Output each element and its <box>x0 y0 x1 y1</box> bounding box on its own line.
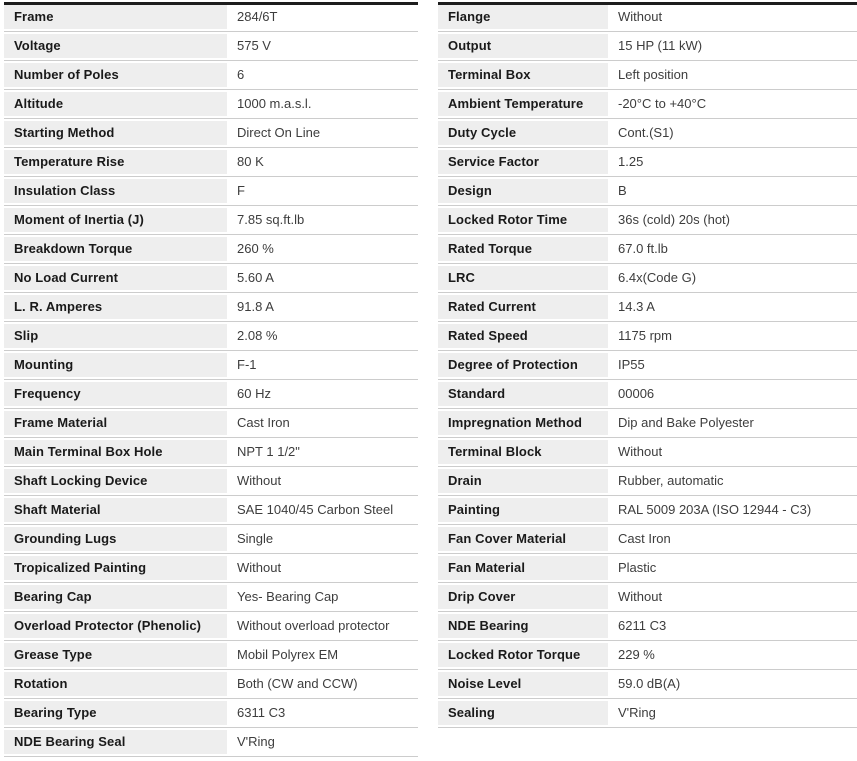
spec-value: Single <box>237 531 274 546</box>
row-separator <box>438 669 857 670</box>
spec-label: Locked Rotor Time <box>438 208 608 232</box>
spec-row <box>438 150 857 179</box>
spec-value: 5.60 A <box>237 270 274 285</box>
row-separator <box>4 263 418 264</box>
spec-row <box>438 701 857 730</box>
spec-label: LRC <box>438 266 608 290</box>
spec-row <box>438 208 857 237</box>
spec-row <box>438 324 857 353</box>
spec-label: Drip Cover <box>438 585 608 609</box>
spec-label: Flange <box>438 5 608 29</box>
spec-row <box>438 5 857 34</box>
row-separator <box>4 611 418 612</box>
row-separator <box>4 756 418 757</box>
row-separator <box>438 234 857 235</box>
spec-value: 284/6T <box>237 9 278 24</box>
spec-row <box>438 585 857 614</box>
spec-row <box>438 643 857 672</box>
row-separator <box>4 147 418 148</box>
row-separator <box>438 495 857 496</box>
spec-value: 6 <box>237 67 245 82</box>
spec-value: 59.0 dB(A) <box>618 676 681 691</box>
spec-row <box>4 63 418 92</box>
row-separator <box>438 437 857 438</box>
spec-label: Sealing <box>438 701 608 725</box>
row-separator <box>438 118 857 119</box>
spec-value: Cont.(S1) <box>618 125 674 140</box>
spec-row <box>438 266 857 295</box>
spec-label: Fan Cover Material <box>438 527 608 551</box>
spec-label: Frequency <box>4 382 227 406</box>
row-separator <box>438 89 857 90</box>
row-separator <box>438 466 857 467</box>
spec-row <box>438 614 857 643</box>
spec-row <box>4 324 418 353</box>
spec-label: NDE Bearing <box>438 614 608 638</box>
row-separator <box>438 524 857 525</box>
spec-label: Temperature Rise <box>4 150 227 174</box>
spec-value: F-1 <box>237 357 257 372</box>
spec-row <box>438 179 857 208</box>
spec-label: Shaft Locking Device <box>4 469 227 493</box>
spec-row <box>4 411 418 440</box>
row-separator <box>438 31 857 32</box>
spec-row <box>4 208 418 237</box>
spec-row <box>4 92 418 121</box>
spec-label: Terminal Box <box>438 63 608 87</box>
spec-row <box>438 440 857 469</box>
row-separator <box>4 698 418 699</box>
row-separator <box>4 234 418 235</box>
spec-label: Painting <box>438 498 608 522</box>
spec-label: Number of Poles <box>4 63 227 87</box>
spec-label: Shaft Material <box>4 498 227 522</box>
spec-label: Output <box>438 34 608 58</box>
row-separator <box>4 60 418 61</box>
spec-row <box>4 643 418 672</box>
row-separator <box>438 321 857 322</box>
spec-label: Ambient Temperature <box>438 92 608 116</box>
spec-value: -20°C to +40°C <box>618 96 707 111</box>
spec-value: 1175 rpm <box>618 328 672 343</box>
spec-label: Moment of Inertia (J) <box>4 208 227 232</box>
row-separator <box>438 147 857 148</box>
spec-label: Insulation Class <box>4 179 227 203</box>
spec-label: Mounting <box>4 353 227 377</box>
spec-label: Bearing Cap <box>4 585 227 609</box>
spec-label: Rated Speed <box>438 324 608 348</box>
row-separator <box>438 60 857 61</box>
spec-label: NDE Bearing Seal <box>4 730 227 754</box>
row-separator <box>438 640 857 641</box>
spec-value: Mobil Polyrex EM <box>237 647 339 662</box>
spec-value: 6211 C3 <box>618 618 667 633</box>
row-separator <box>438 205 857 206</box>
row-separator <box>4 640 418 641</box>
spec-row <box>4 353 418 382</box>
spec-value: 7.85 sq.ft.lb <box>237 212 305 227</box>
spec-value: 575 V <box>237 38 271 53</box>
spec-label: Voltage <box>4 34 227 58</box>
spec-row <box>4 440 418 469</box>
spec-value: 91.8 A <box>237 299 274 314</box>
spec-row <box>4 382 418 411</box>
spec-label: Noise Level <box>438 672 608 696</box>
spec-label: Drain <box>438 469 608 493</box>
row-separator <box>4 669 418 670</box>
spec-label: Bearing Type <box>4 701 227 725</box>
spec-row <box>438 382 857 411</box>
spec-label: Frame <box>4 5 227 29</box>
spec-row <box>438 469 857 498</box>
spec-row <box>4 5 418 34</box>
spec-row <box>4 556 418 585</box>
row-separator <box>438 408 857 409</box>
row-separator <box>4 379 418 380</box>
spec-value: 1000 m.a.s.l. <box>237 96 312 111</box>
row-separator <box>438 727 857 728</box>
spec-value: Without <box>618 9 663 24</box>
spec-value: Direct On Line <box>237 125 321 140</box>
spec-value: Rubber, automatic <box>618 473 724 488</box>
row-separator <box>4 205 418 206</box>
spec-value: Yes- Bearing Cap <box>237 589 339 604</box>
spec-value: Dip and Bake Polyester <box>618 415 754 430</box>
spec-row <box>438 34 857 63</box>
spec-value: 1.25 <box>618 154 644 169</box>
row-separator <box>4 437 418 438</box>
row-separator <box>4 582 418 583</box>
spec-value: Without <box>618 444 663 459</box>
row-separator <box>4 31 418 32</box>
spec-label: Terminal Block <box>438 440 608 464</box>
spec-label: Rated Torque <box>438 237 608 261</box>
spec-label: Breakdown Torque <box>4 237 227 261</box>
spec-value: 60 Hz <box>237 386 271 401</box>
spec-label: Duty Cycle <box>438 121 608 145</box>
row-separator <box>4 408 418 409</box>
spec-row <box>438 498 857 527</box>
spec-value: 6.4x(Code G) <box>618 270 697 285</box>
row-separator <box>4 466 418 467</box>
row-separator <box>4 118 418 119</box>
spec-label: Overload Protector (Phenolic) <box>4 614 227 638</box>
spec-value: Left position <box>618 67 689 82</box>
spec-value: Plastic <box>618 560 657 575</box>
spec-row <box>438 121 857 150</box>
spec-label: Design <box>438 179 608 203</box>
row-separator <box>438 553 857 554</box>
row-separator <box>438 611 857 612</box>
spec-row <box>4 498 418 527</box>
spec-row <box>4 266 418 295</box>
row-separator <box>438 263 857 264</box>
spec-row <box>4 701 418 730</box>
spec-label: Grease Type <box>4 643 227 667</box>
spec-row <box>4 672 418 701</box>
spec-value: Without <box>618 589 663 604</box>
row-separator <box>438 176 857 177</box>
spec-value: 67.0 ft.lb <box>618 241 668 256</box>
spec-value: 00006 <box>618 386 655 401</box>
row-separator <box>4 89 418 90</box>
spec-value: B <box>618 183 627 198</box>
spec-row <box>438 63 857 92</box>
spec-label: Rated Current <box>438 295 608 319</box>
spec-row <box>438 353 857 382</box>
spec-label: Grounding Lugs <box>4 527 227 551</box>
spec-label: Main Terminal Box Hole <box>4 440 227 464</box>
spec-value: 6311 C3 <box>237 705 286 720</box>
spec-label: Standard <box>438 382 608 406</box>
spec-label: Fan Material <box>438 556 608 580</box>
spec-value: Both (CW and CCW) <box>237 676 358 691</box>
spec-value: RAL 5009 203A (ISO 12944 - C3) <box>618 502 812 517</box>
spec-row <box>438 237 857 266</box>
spec-value: Cast Iron <box>237 415 290 430</box>
spec-row <box>4 179 418 208</box>
row-separator <box>438 379 857 380</box>
spec-row <box>4 295 418 324</box>
spec-row <box>438 556 857 585</box>
spec-value: 260 % <box>237 241 274 256</box>
spec-row <box>438 672 857 701</box>
spec-row <box>438 527 857 556</box>
spec-value: 36s (cold) 20s (hot) <box>618 212 730 227</box>
row-separator <box>4 350 418 351</box>
spec-value: 229 % <box>618 647 655 662</box>
spec-table-left <box>4 2 418 759</box>
spec-row <box>4 237 418 266</box>
spec-row <box>438 92 857 121</box>
spec-row <box>4 585 418 614</box>
spec-label: Locked Rotor Torque <box>438 643 608 667</box>
spec-row <box>4 34 418 63</box>
spec-value: V'Ring <box>237 734 275 749</box>
spec-value: Cast Iron <box>618 531 671 546</box>
row-separator <box>4 292 418 293</box>
spec-label: Tropicalized Painting <box>4 556 227 580</box>
spec-value: 14.3 A <box>618 299 655 314</box>
row-separator <box>438 350 857 351</box>
row-separator <box>4 553 418 554</box>
row-separator <box>438 582 857 583</box>
row-separator <box>4 495 418 496</box>
spec-row <box>438 295 857 324</box>
row-separator <box>438 292 857 293</box>
spec-row <box>4 614 418 643</box>
row-separator <box>4 727 418 728</box>
spec-row <box>4 730 418 759</box>
row-separator <box>4 176 418 177</box>
spec-row <box>4 121 418 150</box>
spec-value: 80 K <box>237 154 264 169</box>
spec-label: L. R. Amperes <box>4 295 227 319</box>
spec-value: SAE 1040/45 Carbon Steel <box>237 502 394 517</box>
spec-label: Degree of Protection <box>438 353 608 377</box>
spec-table-right <box>438 2 857 730</box>
spec-label: Altitude <box>4 92 227 116</box>
spec-row <box>4 527 418 556</box>
spec-label: Slip <box>4 324 227 348</box>
spec-label: Frame Material <box>4 411 227 435</box>
spec-value: NPT 1 1/2" <box>237 444 300 459</box>
spec-label: Rotation <box>4 672 227 696</box>
spec-value: IP55 <box>618 357 645 372</box>
spec-label: No Load Current <box>4 266 227 290</box>
spec-value: 15 HP (11 kW) <box>618 38 703 53</box>
spec-label: Service Factor <box>438 150 608 174</box>
spec-value: F <box>237 183 245 198</box>
row-separator <box>4 524 418 525</box>
row-separator <box>4 321 418 322</box>
spec-row <box>4 150 418 179</box>
spec-value: 2.08 % <box>237 328 278 343</box>
spec-row <box>4 469 418 498</box>
spec-value: Without <box>237 560 282 575</box>
spec-value: Without overload protector <box>237 618 390 633</box>
spec-label: Impregnation Method <box>438 411 608 435</box>
spec-value: Without <box>237 473 282 488</box>
row-separator <box>438 698 857 699</box>
spec-value: V'Ring <box>618 705 656 720</box>
spec-label: Starting Method <box>4 121 227 145</box>
spec-row <box>438 411 857 440</box>
